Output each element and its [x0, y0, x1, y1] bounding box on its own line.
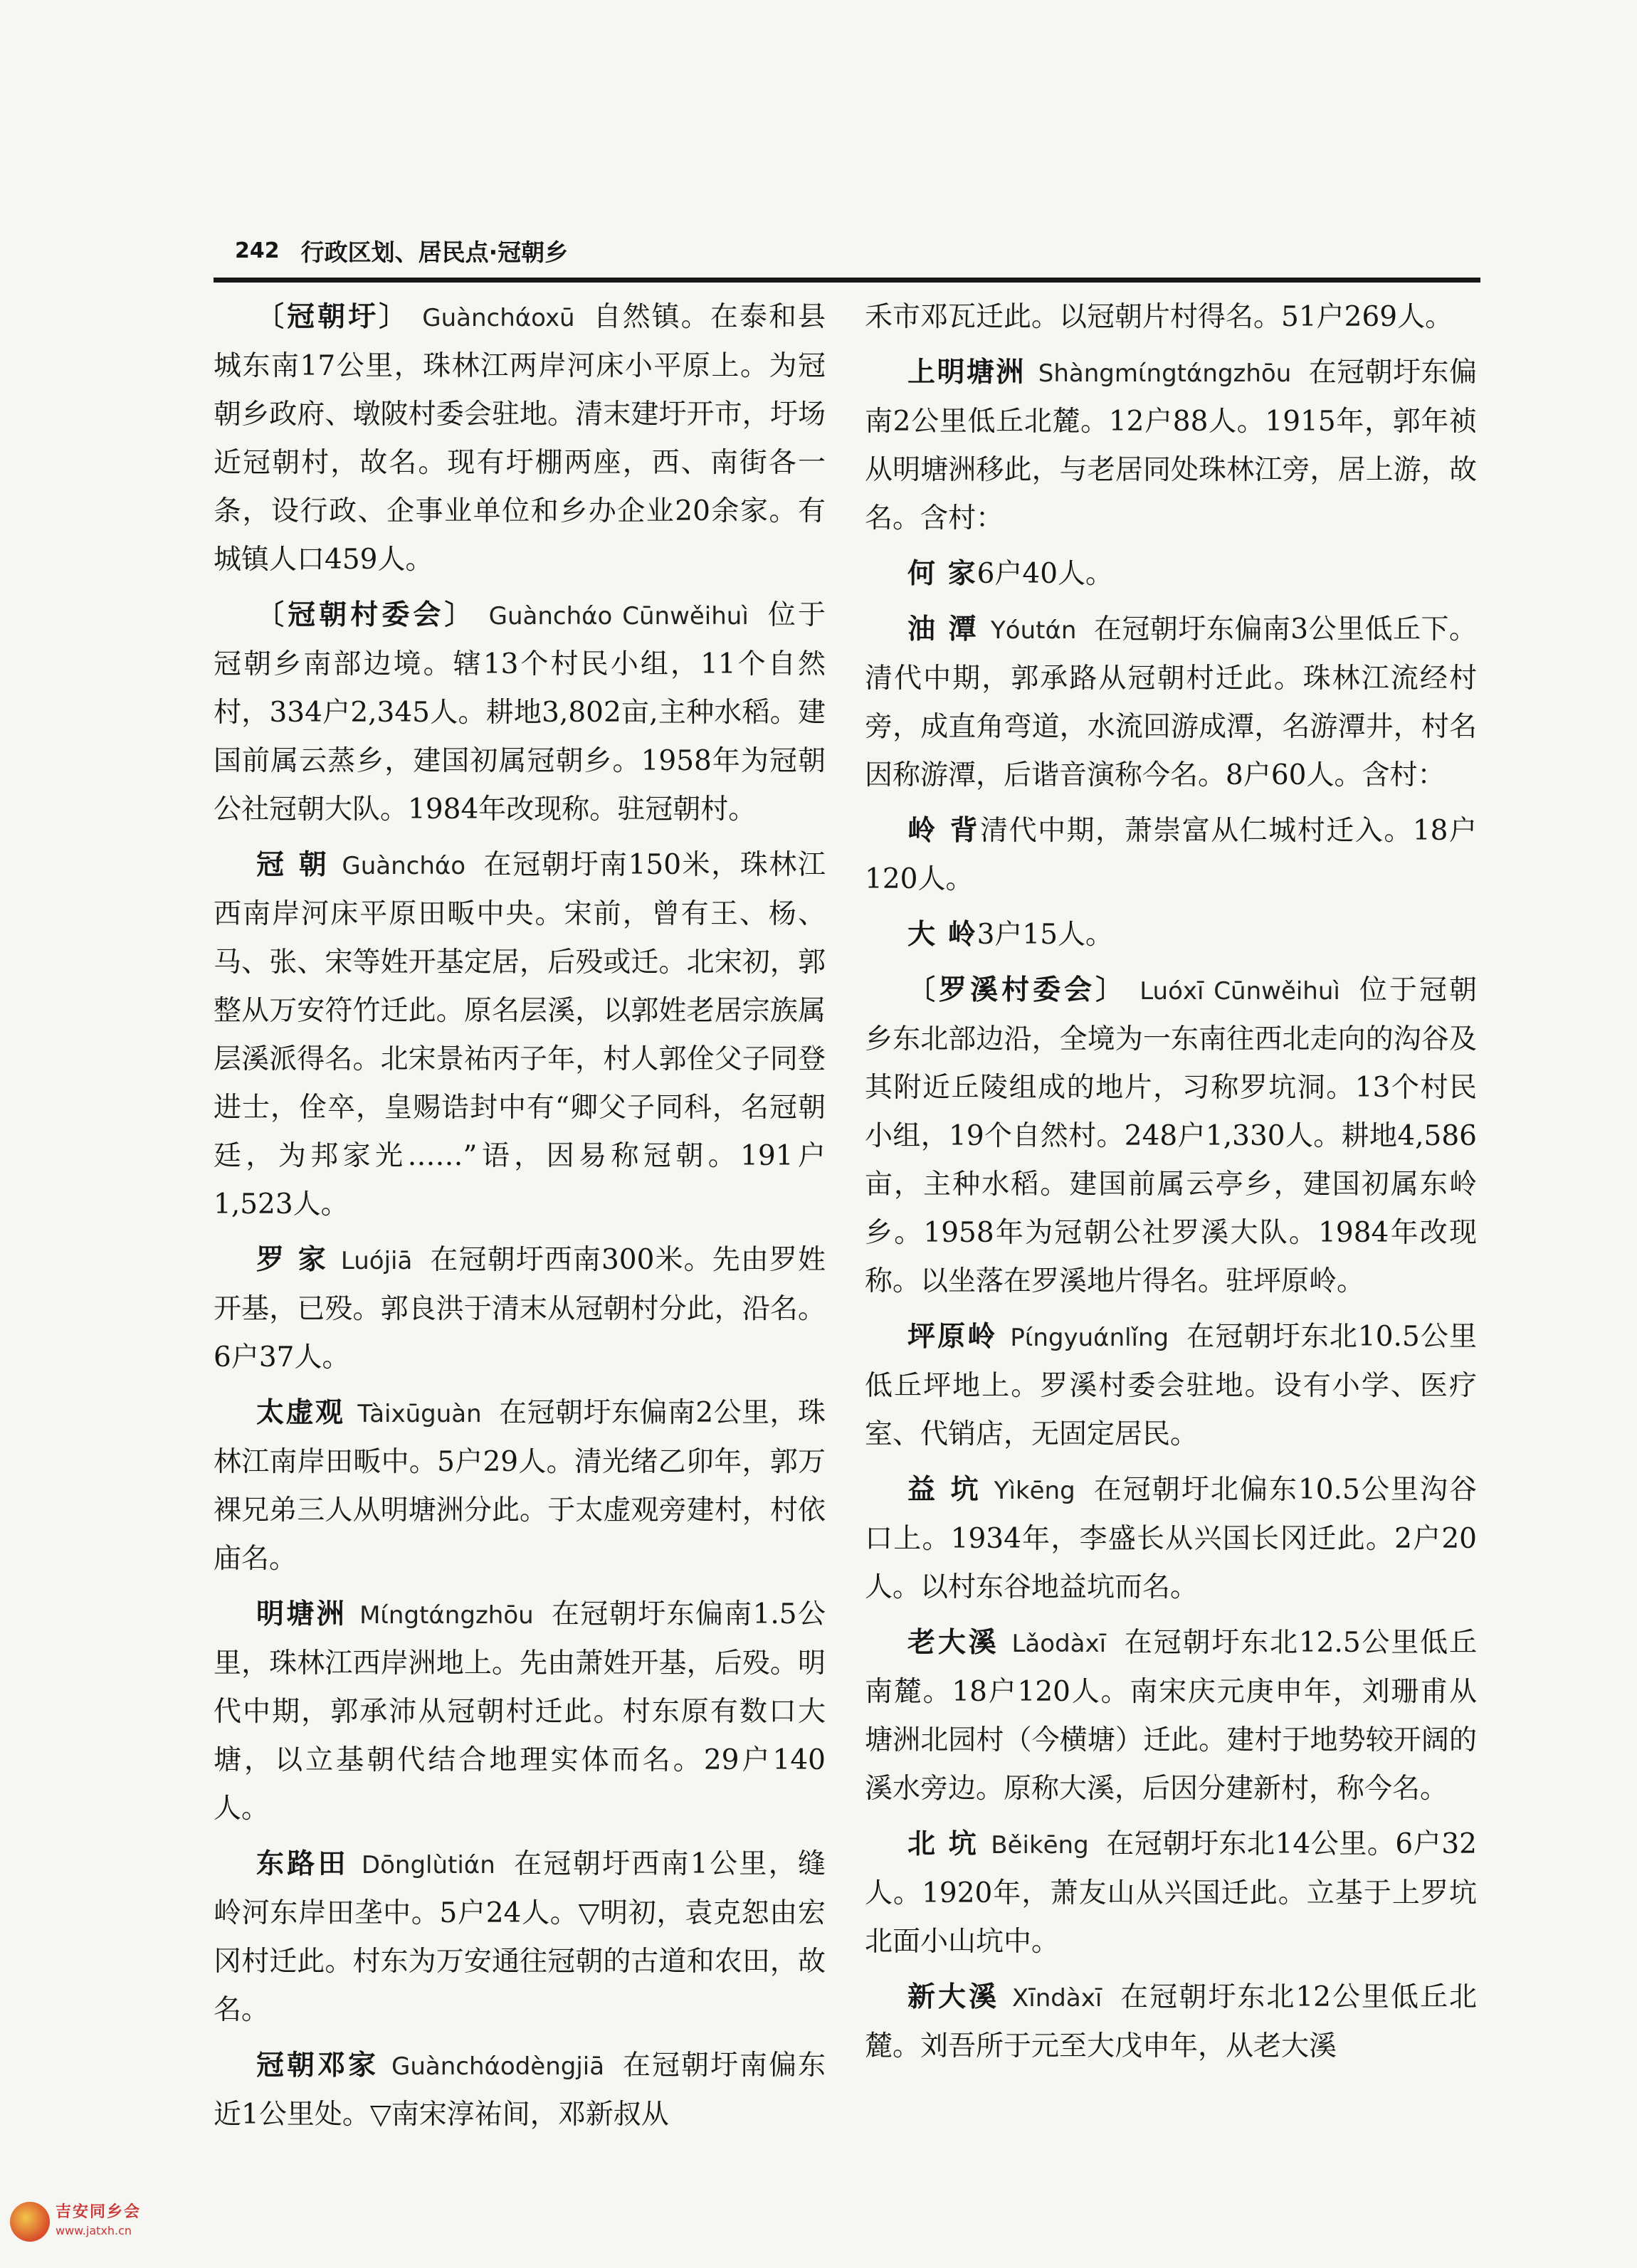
left-column [214, 293, 826, 2146]
entry-pinyin: Yόutάn [991, 616, 1077, 645]
entry-text: 在冠朝圩东北12公里低丘北麓。刘吾所于元至大戊申年，从老大溪 [865, 1981, 1477, 2062]
entry-text: 在冠朝圩东偏南1.5公里，珠林江西岸洲地上。先由萧姓开基，后殁。明代中期，郭承沛从冠朝村迁此。村东原有数口大塘，以立基朝代结合地理实体而名。29户140人。 [214, 1598, 826, 1825]
entry-pinyin: Tàixūguàn [357, 1400, 482, 1428]
entry-text: 在冠朝圩南150米，珠林江西南岸河床平原田畈中央。宋前，曾有王、杨、马、张、宋等姓开基定居，后殁或迁。北宋初，郭整从万安符竹迁此。原名层溪，以郭姓老居宗族属层溪派得名。北宋景祐丙子年，村人郭佺父子同登进士，佺卒，皇赐诰封中有“卿父子同科，名冠朝廷，为邦家光……”语，因易称冠朝。191户1,523人。 [214, 849, 826, 1220]
entry-name: 明塘洲 [256, 1598, 347, 1630]
watermark-title: 吉安同乡会 [56, 2203, 142, 2221]
entry-name: 〔冠朝村委会〕 [256, 599, 476, 631]
entry-text: 禾市邓瓦迁此。以冠朝片村得名。51户269人。 [865, 301, 1453, 333]
entry-text: 在冠朝圩西南300米。先由罗姓开基，已殁。郭良洪于清末从冠朝村分此，沿名。6户37人。 [214, 1244, 826, 1373]
entry-text: 在冠朝圩东偏南3公里低丘下。清代中期，郭承路从冠朝村迁此。珠林江流经村旁，成直角弯道，水流回游成潭，名游潭井，村名因称游潭，后谐音演称今名。8户60人。含村： [865, 613, 1477, 791]
entry-pinyin: Luόxī Cūnwěihuì [1139, 977, 1340, 1006]
entry-pinyin: Lǎodàxī [1011, 1630, 1107, 1658]
entry [214, 1591, 826, 1833]
entry-name: 冠 朝 [256, 849, 330, 881]
entry [214, 1389, 826, 1583]
entry-name: 上明塘洲 [907, 357, 1026, 389]
entry [865, 550, 1477, 598]
entry-text: 自然镇。在泰和县城东南17公里，珠林江两岸河床小平原上。为冠朝乡政府、墩陂村委会驻地。清末建圩开市，圩场近冠朝村，故名。现有圩棚两座，西、南街各一条，设行政、企事业单位和乡办企业20余家。有城镇人口459人。 [214, 301, 826, 576]
entry-text: 3户15人。 [977, 919, 1114, 951]
entry [865, 911, 1477, 959]
entry-pinyin: Guànchάodèngjiā [391, 2052, 605, 2081]
entry-pinyin: Shàngmίngtάngzhōu [1038, 359, 1292, 388]
entry [865, 1820, 1477, 1966]
entry [214, 591, 826, 834]
entry [865, 1466, 1477, 1612]
entry-name: 北 坑 [907, 1828, 979, 1860]
page-header [235, 229, 1473, 272]
entry [865, 1973, 1477, 2071]
entry [214, 2042, 826, 2139]
entry-name: 〔罗溪村委会〕 [907, 974, 1127, 1006]
entry-text: 位于冠朝乡东北部边沿，全境为一东南往西北走向的沟谷及其附近丘陵组成的地片，习称罗坑洞。13个村民小组，19个自然村。248户1,330人。耕地4,586亩，主种水稻。建国前属云亭乡，建国初属东岭乡。1958年为冠朝公社罗溪大队。1984年改现称。以坐落在罗溪地片得名。驻坪原岭。 [865, 974, 1477, 1297]
watermark [10, 2186, 181, 2257]
entry-text: 6户40人。 [977, 558, 1114, 590]
entry-text: 在冠朝圩北偏东10.5公里沟谷口上。1934年，李盛长从兴国长冈迁此。2户20人。以村东谷地益坑而名。 [865, 1474, 1477, 1603]
page-title: 行政区划、居民点·冠朝乡 [300, 238, 569, 266]
entry [214, 1840, 826, 2035]
entry [214, 841, 826, 1229]
entry-name: 〔冠朝圩〕 [256, 301, 410, 333]
entry-text: 在冠朝圩东北12.5公里低丘南麓。18户120人。南宋庆元庚申年，刘珊甫从塘洲北园村（今横塘）迁此。建村于地势较开阔的溪水旁边。原称大溪，后因分建新村，称今名。 [865, 1627, 1477, 1805]
entry-pinyin: Pίngyuάnlǐng [1010, 1324, 1169, 1352]
entry-name: 新大溪 [907, 1981, 1000, 2013]
entry-name: 益 坑 [907, 1474, 981, 1506]
entry-name: 何 家 [907, 558, 977, 590]
entry-pinyin: Dōnglùtiάn [361, 1851, 495, 1879]
watermark-logo-icon [10, 2202, 50, 2242]
entry-text: 在冠朝圩南偏东近1公里处。▽南宋淳祐间，邓新叔从 [214, 2050, 826, 2131]
entry-pinyin: Běikēng [991, 1831, 1089, 1860]
entry-name: 大 岭 [907, 919, 977, 951]
entry-text: 清代中期，萧崇富从仁城村迁入。18户120人。 [865, 815, 1477, 895]
entry [865, 293, 1477, 342]
entry [214, 1236, 826, 1382]
entry [865, 807, 1477, 904]
entry [865, 1619, 1477, 1813]
entry-name: 老大溪 [907, 1627, 999, 1659]
entry [865, 1313, 1477, 1459]
entry [865, 349, 1477, 543]
watermark-url: www.jatxh.cn [56, 2224, 132, 2237]
entry-pinyin: Mίngtάngzhōu [359, 1601, 534, 1630]
entry [865, 966, 1477, 1306]
header-rule [214, 278, 1480, 283]
entry-text: 在冠朝圩东北10.5公里低丘坪地上。罗溪村委会驻地。设有小学、医疗室、代销店，无固定居民。 [865, 1321, 1477, 1450]
entry-pinyin: Xīndàxī [1012, 1984, 1102, 2013]
entry-pinyin: Guànchάo Cūnwěihuì [488, 602, 749, 631]
entry-pinyin: Yìkēng [994, 1477, 1075, 1505]
entry-name: 油 潭 [907, 613, 979, 645]
entry-name: 太虚观 [256, 1397, 345, 1429]
entry-pinyin: Guànchάoxū [422, 304, 575, 332]
entry [865, 606, 1477, 800]
entry [214, 293, 826, 584]
entry-pinyin: Luόjiā [340, 1247, 413, 1275]
entry-name: 冠朝邓家 [256, 2050, 379, 2082]
page-number: 242 [235, 238, 280, 263]
entry-text: 在冠朝圩东偏南2公里低丘北麓。12户88人。1915年，郭年祯从明塘洲移此，与老居同处珠林江旁，居上游，故名。含村： [865, 357, 1477, 534]
right-column [865, 293, 1477, 2078]
entry-name: 罗 家 [256, 1244, 328, 1276]
entry-text: 在冠朝圩东偏南2公里，珠林江南岸田畈中。5户29人。清光绪乙卯年，郭万裸兄弟三人从明塘洲分此。于太虚观旁建村，村依庙名。 [214, 1397, 826, 1575]
entry-pinyin: Guànchάo [342, 852, 466, 880]
entry-text: 位于冠朝乡南部边境。辖13个村民小组，11个自然村，334户2,345人。耕地3,802亩,主种水稻。建国前属云蒸乡，建国初属冠朝乡。1958年为冠朝公社冠朝大队。1984年改现称。驻冠朝村。 [214, 599, 826, 826]
entry-text: 在冠朝圩东北14公里。6户32人。1920年，萧友山从兴国迁此。立基于上罗坑北面小山坑中。 [865, 1828, 1477, 1958]
entry-name: 坪原岭 [907, 1321, 998, 1353]
entry-text: 在冠朝圩西南1公里，缝岭河东岸田垄中。5户24人。▽明初，袁克恕由宏冈村迁此。村东为万安通往冠朝的古道和农田，故名。 [214, 1848, 826, 2026]
entry-name: 东路田 [256, 1848, 349, 1880]
entry-name: 岭 背 [907, 815, 981, 847]
